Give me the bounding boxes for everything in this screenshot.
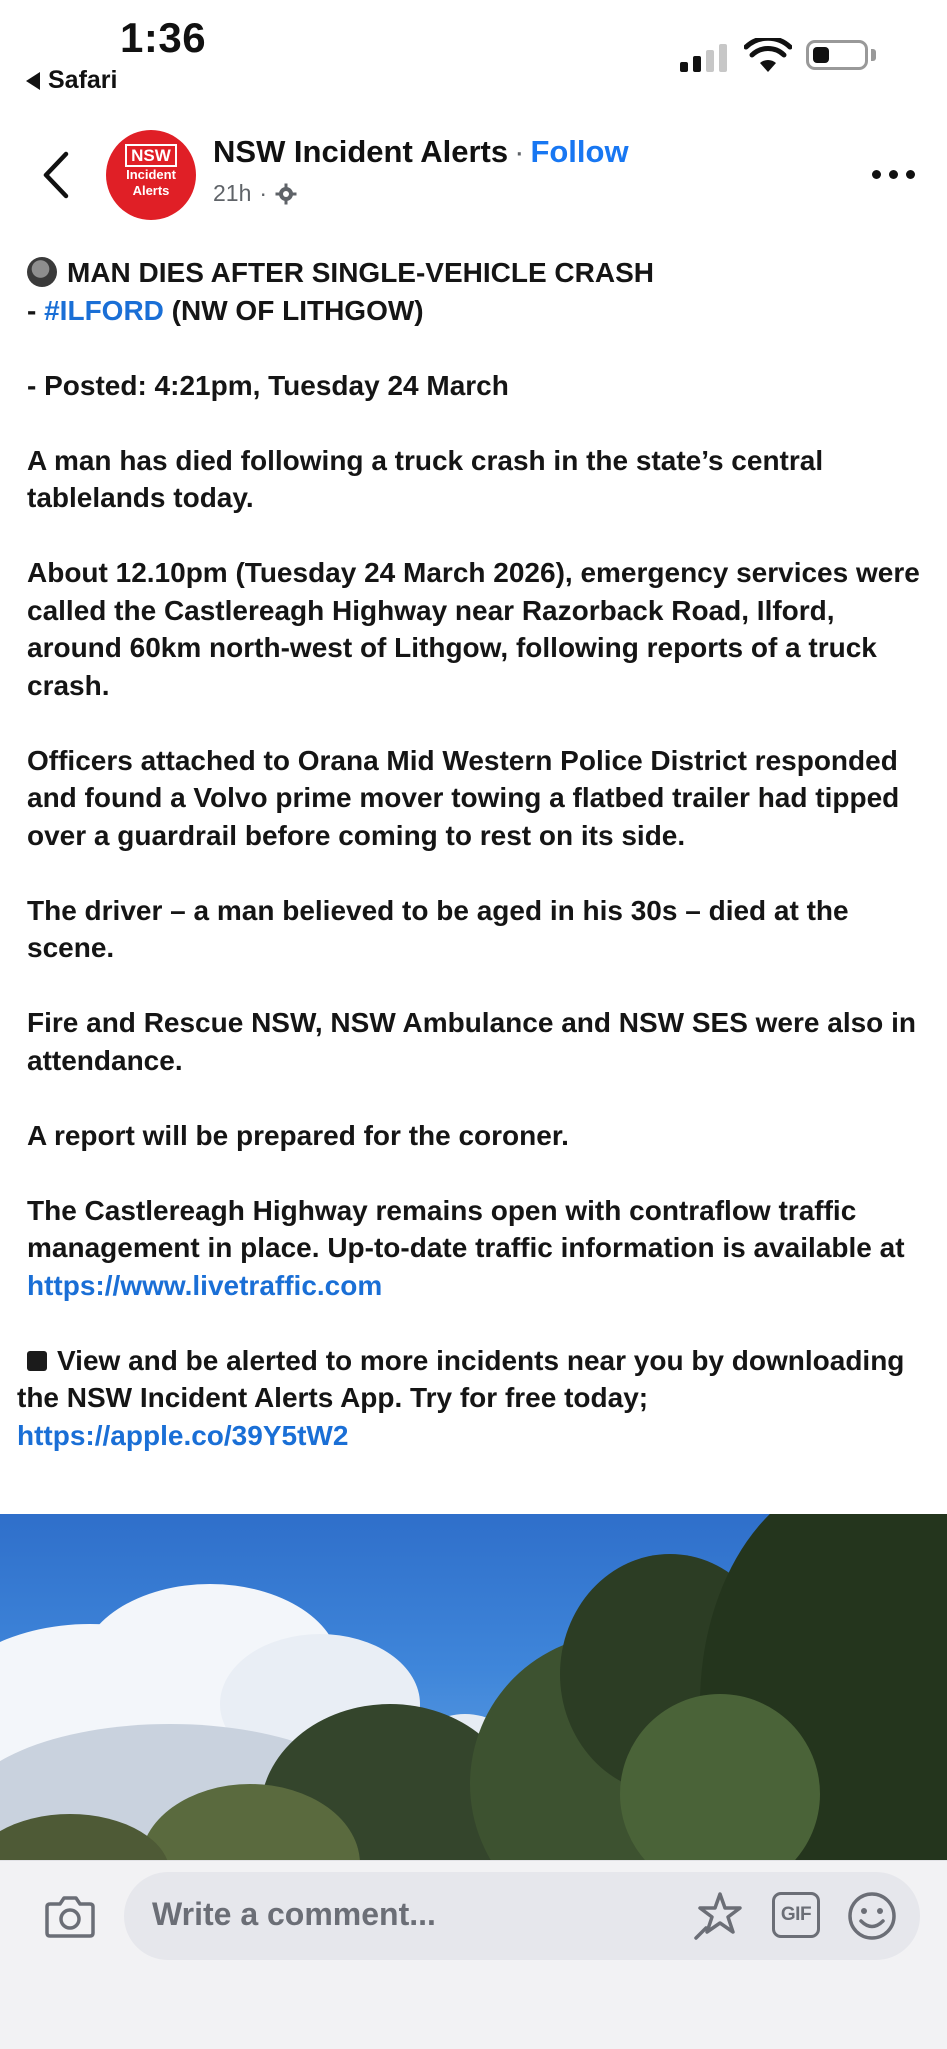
name-separator: · [514,134,525,169]
grey-circle-emoji-icon [27,257,57,287]
avatar-logo-text: NSW [125,144,177,167]
black-square-emoji-icon [27,1351,47,1371]
chevron-left-icon[interactable] [38,150,78,200]
follow-button[interactable]: Follow [530,134,629,169]
post-headline-block [27,254,927,329]
post-paragraph-3: Officers attached to Orana Mid Western Police District responded and found a Volvo prime mover towing a flatbed trailer had tipped over a guardrail before coming to rest on its side. [27,744,900,851]
page-name-link[interactable]: NSW Incident Alerts [213,134,509,169]
post-paragraph-6: A report will be prepared for the coroner. [27,1119,569,1151]
post-meta [213,180,297,207]
wifi-icon [744,38,792,74]
post-photo[interactable] [0,1514,947,1860]
meta-separator: · [259,180,268,206]
location-prefix: - [27,294,45,326]
app-download-link[interactable]: https://apple.co/39Y5tW2 [17,1419,349,1451]
hashtag-link[interactable]: #ILFORD [44,294,164,326]
post-age[interactable]: 21h [213,180,252,206]
avatar-logo-line3: Alerts [132,183,170,198]
location-suffix: (NW OF LITHGOW) [163,294,424,326]
posted-line: - Posted: 4:21pm, Tuesday 24 March [27,369,509,401]
post-paragraph-8-text: View and be alerted to more incidents near you by downloading the NSW Incident Alerts App. Try for free today; [17,1344,905,1413]
back-to-app-link[interactable] [26,66,117,95]
post-paragraph-8 [17,1342,927,1455]
post-paragraph-7-text: The Castlereagh Highway remains open with contraflow traffic management in place. Up-to-date traffic information is available at [27,1194,905,1263]
status-time: 1:36 [120,14,207,61]
battery-cap [871,49,876,61]
camera-icon[interactable] [44,1892,96,1940]
post-headline: MAN DIES AFTER SINGLE-VEHICLE CRASH [67,257,654,288]
post-paragraph-4: The driver – a man believed to be aged in his 30s – died at the scene. [27,894,849,963]
more-dots-icon[interactable] [872,170,915,179]
sticker-icon[interactable] [692,1890,748,1942]
post-paragraph-7 [27,1192,927,1305]
smiley-icon[interactable] [846,1890,898,1942]
gear-icon [275,183,297,205]
page-avatar[interactable] [106,130,196,220]
back-app-label: Safari [48,66,118,94]
cellular-signal-icon [680,42,727,72]
livetraffic-link[interactable]: https://www.livetraffic.com [27,1269,383,1301]
post-body [17,254,927,1492]
back-triangle-icon [26,72,40,90]
page-header [213,134,629,170]
post-paragraph-2: About 12.10pm (Tuesday 24 March 2026), emergency services were called the Castlereagh Highway near Razorback Road, Ilford, around 60km north-west of Lithgow, following reports of a truck crash. [27,557,920,701]
avatar-logo-line2: Incident [126,167,176,182]
battery-icon [806,40,868,70]
post-paragraph-1: A man has died following a truck crash in the state’s central tablelands today. [27,444,824,513]
comment-placeholder[interactable]: Write a comment... [152,1896,436,1932]
post-paragraph-5: Fire and Rescue NSW, NSW Ambulance and NSW SES were also in attendance. [27,1007,916,1076]
gif-button[interactable]: GIF [772,1892,820,1938]
